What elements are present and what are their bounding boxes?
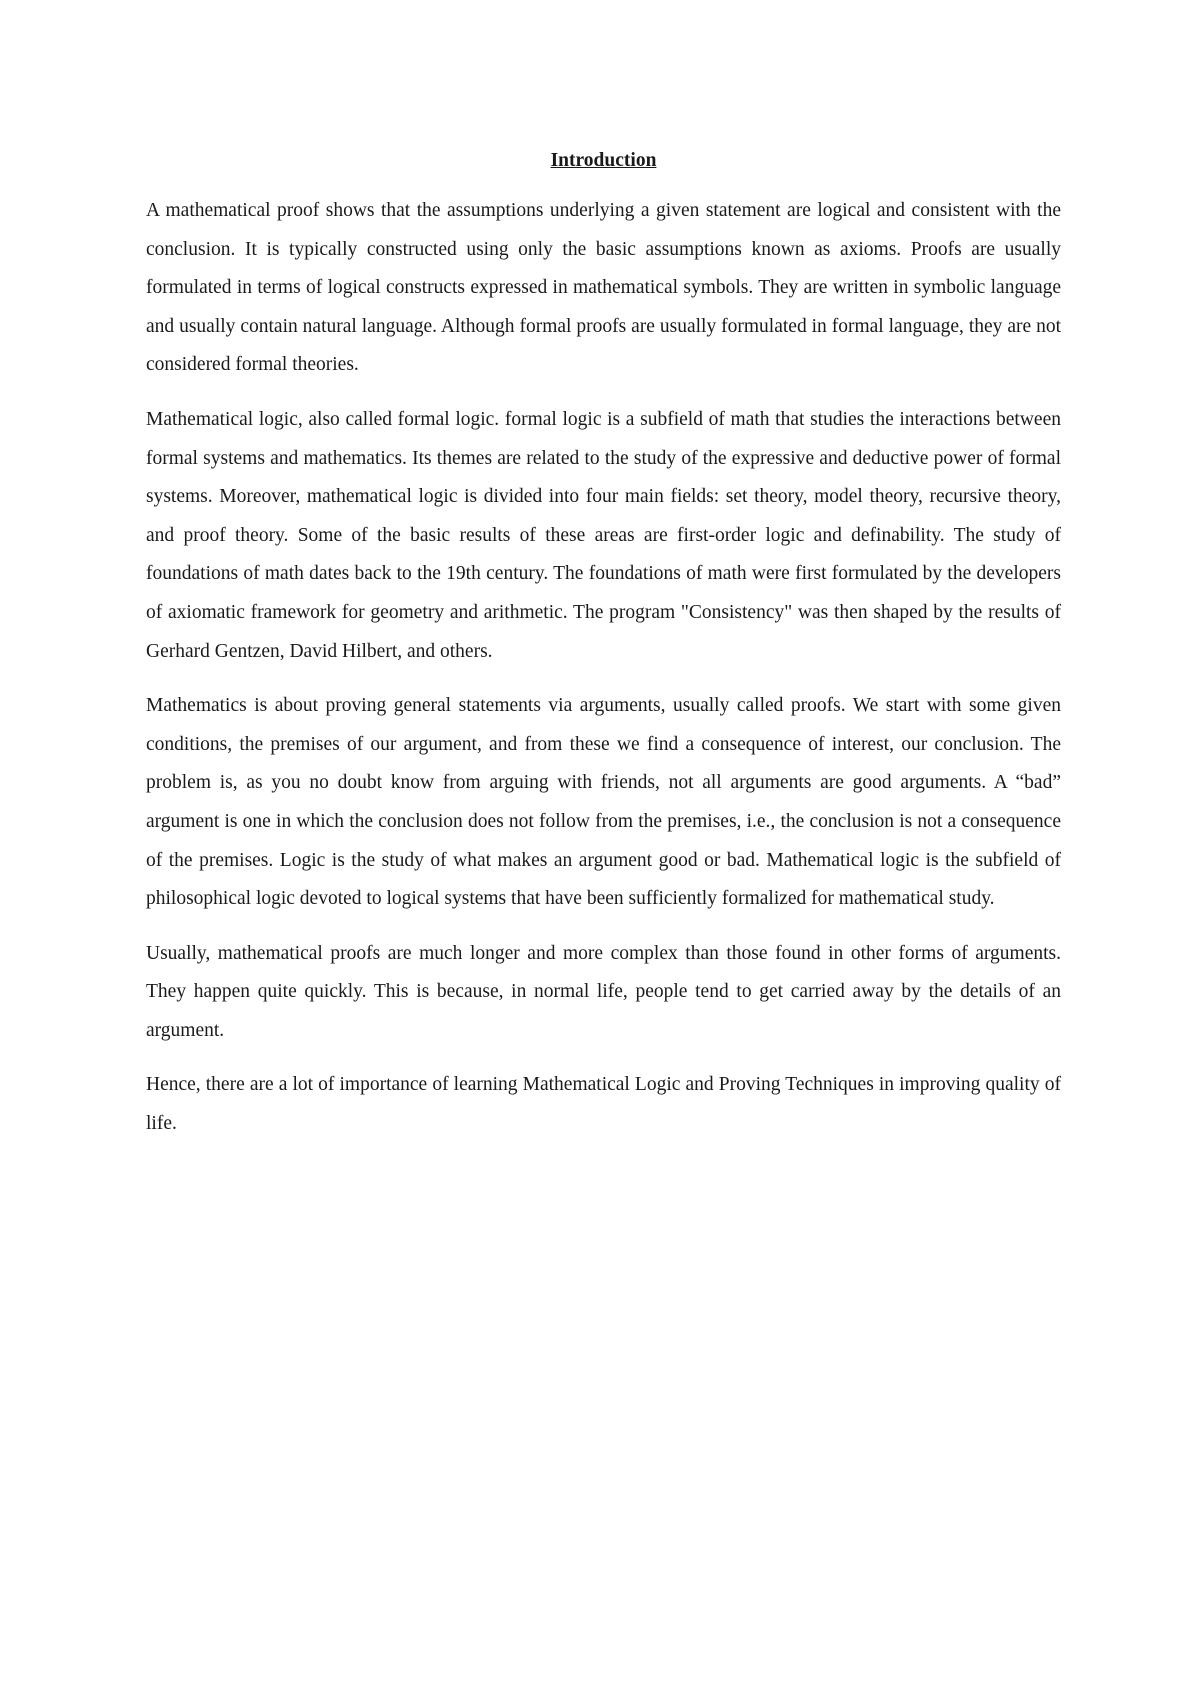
paragraph-mathematical-logic: Mathematical logic, also called formal logic. formal logic is a subfield of math that studies the interactions between formal systems and mathematics. Its themes are related to the study of the expressive and deductive power of formal systems. Moreover, mathematical logic is divided into four main fields: set theory, model theory, recursive theory, and proof theory. Some of the basic results of these areas are first-order logic and definability. The study of foundations of math dates back to the 19th century. The foundations of math were first formulated by the developers of axiomatic framework for geometry and arithmetic. The program "Consistency" was then shaped by the results of Gerhard Gentzen, David Hilbert, and others. [146,408,1061,662]
paragraph-conclusion: Hence, there are a lot of importance of learning Mathematical Logic and Proving Techniques in improving quality of life. [146,1074,1061,1135]
paragraph-arguments: Mathematics is about proving general statements via arguments, usually called proofs. We start with some given conditions, the premises of our argument, and from these we find a consequence of interest, our conclusion. The problem is, as you no doubt know from arguing with friends, not all arguments are good arguments. A “bad” argument is one in which the conclusion does not follow from the premises, i.e., the conclusion is not a consequence of the premises. Logic is the study of what makes an argument good or bad. Mathematical logic is the subfield of philosophical logic devoted to logical systems that have been sufficiently formalized for mathematical study. [146,695,1061,910]
paragraph-proof-definition: A mathematical proof shows that the assumptions underlying a given statement are logical and consistent with the conclusion. It is typically constructed using only the basic assumptions known as axioms. Proofs are usually formulated in terms of logical constructs expressed in mathematical symbols. They are written in symbolic language and usually contain natural language. Although formal proofs are usually formulated in formal language, they are not considered formal theories. [146,200,1061,376]
document-title: Introduction [550,150,657,171]
paragraph-proof-length: Usually, mathematical proofs are much longer and more complex than those found in other forms of arguments. They happen quite quickly. This is because, in normal life, people tend to get carried away by the details of an argument. [146,942,1061,1041]
document-body [146,144,1061,1160]
